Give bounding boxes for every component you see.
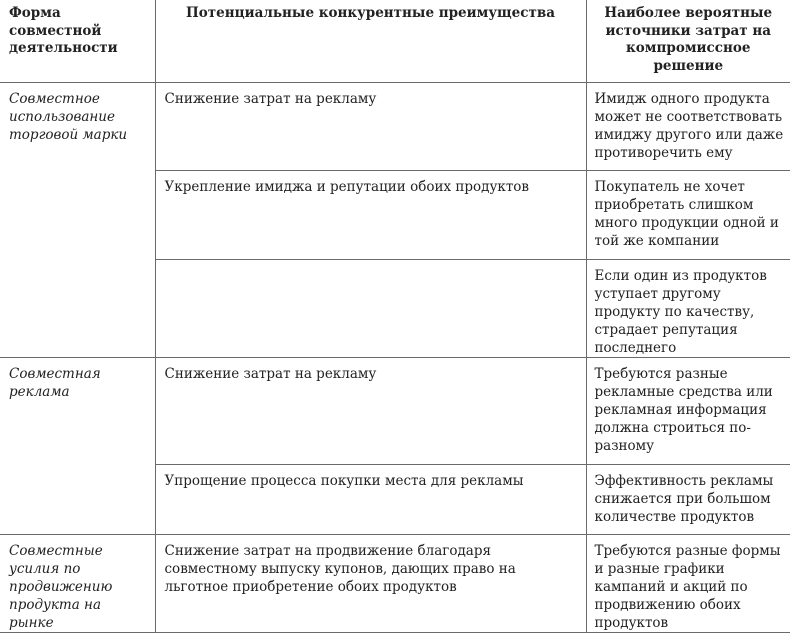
advantage-cell: Упрощение процесса покупки места для рекламы [155, 465, 586, 535]
table-row [0, 358, 790, 465]
form-cell-promotion: Совместные усилия по продвижению продукта на рынке [0, 535, 155, 633]
form-cell-brand: Совместное использование торговой марки [0, 83, 155, 358]
table-row [0, 83, 790, 171]
header-row [0, 0, 790, 83]
header-sources: Наиболее вероятные источники затрат на компромиссное решение [586, 0, 790, 83]
source-cell: Эффективность рекламы снижается при большом количестве продуктов [586, 465, 790, 535]
advantage-cell: Укрепление имиджа и репутации обоих продуктов [155, 171, 586, 260]
header-form: Форма совместной деятельности [0, 0, 155, 83]
advantage-cell: Снижение затрат на рекламу [155, 358, 586, 465]
advantage-cell: Снижение затрат на продвижение благодаря совместному выпуску купонов, дающих право на льготное приобретение обоих продуктов [155, 535, 586, 633]
advantage-cell [155, 260, 586, 358]
source-cell: Если один из продуктов уступает другому продукту по качеству, страдает репутация последнего [586, 260, 790, 358]
advantage-cell: Снижение затрат на рекламу [155, 83, 586, 171]
form-cell-advertising: Совместная реклама [0, 358, 155, 535]
header-advantages: Потенциальные конкурентные преимущества [155, 0, 586, 83]
source-cell: Требуются разные рекламные средства или рекламная информация должна строиться по-разному [586, 358, 790, 465]
table-row [0, 535, 790, 633]
source-cell: Требуются разные формы и разные графики кампаний и акций по продвижению обоих продуктов [586, 535, 790, 633]
source-cell: Имидж одного продукта может не соответствовать имиджу другого или даже противоречить ему [586, 83, 790, 171]
source-cell: Покупатель не хочет приобретать слишком много продукции одной и той же компании [586, 171, 790, 260]
